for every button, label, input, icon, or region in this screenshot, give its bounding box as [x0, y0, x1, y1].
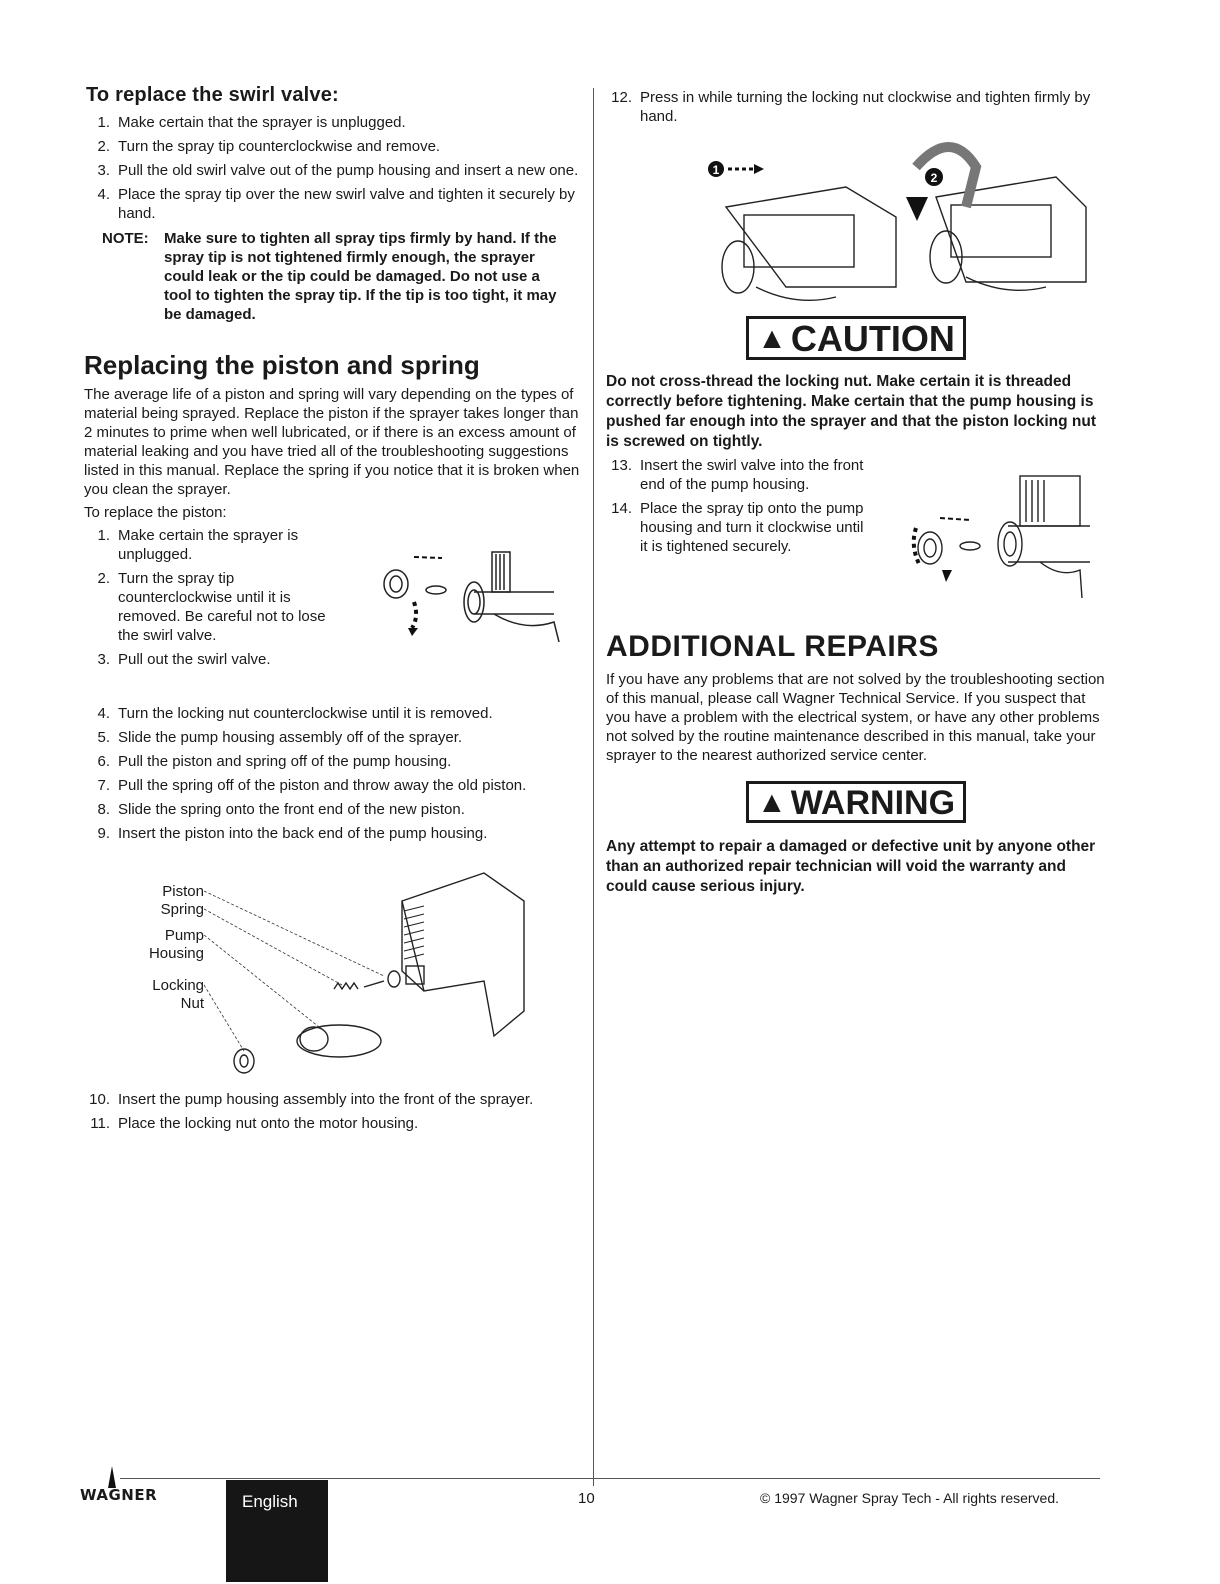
column-divider: [593, 88, 594, 1486]
additional-repairs-heading: ADDITIONAL REPAIRS: [606, 630, 939, 663]
piston-heading: Replacing the piston and spring: [84, 350, 480, 380]
warning-triangle-icon: ▲: [756, 786, 787, 819]
locking-nut-tightening-illustration: [666, 137, 1106, 307]
page-number: 10: [578, 1490, 595, 1507]
piston-intro: The average life of a piston and spring will vary depending on the types of material being sprayed. Replace the piston if the sprayer takes longer than 2 minutes to prime when well lubricated, or if there is an excess amount of material leaking and you have tried all of the troubleshooting suggestions listed in this manual. Replace the spring if you notice that it is broken when you clean the sprayer.: [84, 386, 580, 498]
list-item: 5. Slide the pump housing assembly off of the sprayer.: [97, 729, 463, 746]
note-block: [102, 229, 584, 324]
list-item: 12. Press in while turning the locking nut clockwise and tighten firmly by hand.: [611, 89, 1091, 125]
list-item: 2. Turn the spray tip counterclockwise until it is removed. Be careful not to lose the swirl valve.: [97, 570, 326, 644]
note-label: NOTE:: [102, 230, 149, 247]
swirl-heading: To replace the swirl valve:: [86, 84, 339, 106]
wagner-logo: [80, 1466, 200, 1506]
label-spring: Spring: [160, 901, 204, 918]
label-pump-housing-1: Pump: [164, 927, 204, 944]
list-item: 8. Slide the spring onto the front end of the new piston.: [97, 801, 465, 818]
list-item: 1. Make certain the sprayer is unplugged.: [97, 527, 299, 563]
steps-13-14-with-figure: [606, 456, 1106, 616]
additional-repairs-text: If you have any problems that are not solved by the troubleshooting section of this manual, please call Wagner Technical Service. If you suspect that you have a problem with the electrical system, or have any other problems not solved by the routine maintenance described in this manual, take your sprayer to the nearest authorized service center.: [606, 671, 1105, 764]
warning-label: WARNING: [790, 784, 956, 822]
page-footer: [0, 1460, 1220, 1584]
note-text: Make sure to tighten all spray tips firmly by hand. If the spray tip is not tightened firmly enough, the sprayer could leak or the tip could be damaged. Do not use a tool to tighten the spray tip. If the tip is too tight, it may be damaged.: [164, 230, 557, 323]
footer-rule: [120, 1478, 1100, 1479]
right-steps: [606, 456, 874, 616]
marker-one: 1: [712, 163, 720, 177]
list-item: 7. Pull the spring off of the piston and throw away the old piston.: [97, 777, 527, 794]
list-item: 4. Turn the locking nut counterclockwise until it is removed.: [97, 705, 493, 722]
list-item: 11. Place the locking nut onto the motor housing.: [90, 1115, 419, 1132]
warning-triangle-icon: ▲: [757, 322, 787, 355]
label-locking-nut-2: Nut: [180, 995, 204, 1012]
piston-assembly-diagram: [84, 861, 584, 1086]
language-tab: [226, 1480, 328, 1582]
list-item: 6. Pull the piston and spring off of the pump housing.: [97, 753, 452, 770]
piston-lead: To replace the piston:: [84, 504, 227, 521]
list-item: 9. Insert the piston into the back end of the pump housing.: [97, 825, 488, 842]
warning-text: Any attempt to repair a damaged or defective unit by anyone other than an authorized repair technician will void the warranty and could cause serious injury.: [606, 838, 1096, 895]
list-item: 3. Pull out the swirl valve.: [97, 651, 271, 668]
list-item: 14. Place the spray tip onto the pump housing and turn it clockwise until it is tightened securely.: [611, 500, 864, 555]
swirl-steps: [84, 113, 584, 223]
piston-steps-c: [84, 1090, 584, 1133]
steps-with-figure: [84, 526, 584, 674]
right-column: [606, 88, 1106, 901]
list-item: 10. Insert the pump housing assembly into the front of the sprayer.: [89, 1091, 534, 1108]
label-piston: Piston: [162, 883, 204, 900]
caution-banner: [746, 316, 966, 360]
list-item: 1. Make certain that the sprayer is unplugged.: [97, 114, 406, 131]
sprayer-exploded-illustration: [84, 861, 584, 1086]
rotate-arrow-icon: [906, 197, 928, 221]
marker-two: 2: [930, 171, 938, 185]
step-12: [606, 88, 1106, 126]
caution-text: Do not cross-thread the locking nut. Make certain it is threaded correctly before tightening. Make certain that the pump housing is pushed far enough into the sprayer and that the piston locking nut is screwed on tightly.: [606, 373, 1096, 450]
language-label: English: [242, 1492, 298, 1511]
list-item: 2. Turn the spray tip counterclockwise and remove.: [97, 138, 441, 155]
label-pump-housing-2: Housing: [148, 945, 204, 962]
copyright: © 1997 Wagner Spray Tech - All rights reserved.: [760, 1490, 1060, 1506]
warning-banner: [746, 781, 966, 823]
piston-steps-b: [84, 704, 584, 843]
logo-text: WAGNER: [80, 1486, 158, 1504]
list-item: 4. Place the spray tip over the new swirl valve and tighten it securely by hand.: [97, 186, 575, 222]
label-locking-nut-1: Locking: [152, 977, 204, 994]
list-item: 13. Insert the swirl valve into the front end of the pump housing.: [611, 457, 864, 493]
list-item: 3. Pull the old swirl valve out of the pump housing and insert a new one.: [97, 162, 579, 179]
wagner-logo-mark-icon: [92, 1466, 132, 1488]
piston-steps-a: [84, 526, 344, 674]
left-column: [84, 84, 584, 1138]
spray-tip-removal-illustration: [374, 532, 574, 652]
caution-label: CAUTION: [790, 318, 955, 359]
spray-tip-install-illustration: [890, 466, 1090, 616]
